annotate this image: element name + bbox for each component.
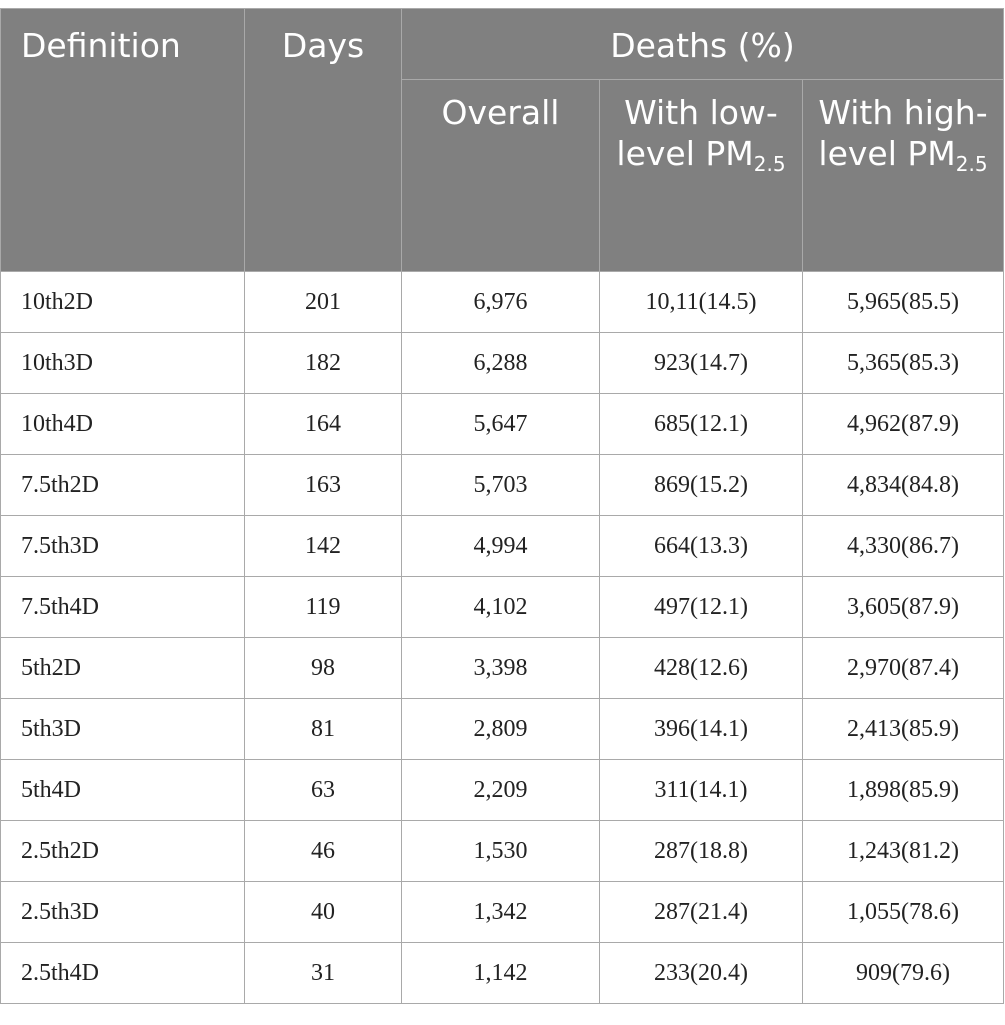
table-row [1, 455, 1004, 516]
header-overall: Overall [402, 80, 600, 272]
cell-days: 163 [245, 455, 402, 516]
cell-definition: 7.5th2D [1, 455, 245, 516]
cell-definition: 5th2D [1, 638, 245, 699]
cell-days: 63 [245, 760, 402, 821]
cell-high-level: 2,413(85.9) [803, 699, 1004, 760]
cell-days: 46 [245, 821, 402, 882]
cell-low-level: 869(15.2) [600, 455, 803, 516]
cell-low-level: 923(14.7) [600, 333, 803, 394]
table-row [1, 943, 1004, 1004]
cell-low-level: 287(18.8) [600, 821, 803, 882]
table-row [1, 577, 1004, 638]
cell-high-level: 3,605(87.9) [803, 577, 1004, 638]
table-row [1, 638, 1004, 699]
table-body [1, 272, 1004, 1004]
header-low-level-sub: 2.5 [753, 152, 786, 177]
cell-overall: 6,288 [402, 333, 600, 394]
cell-days: 40 [245, 882, 402, 943]
header-deaths: Deaths (%) [402, 9, 1004, 80]
cell-definition: 2.5th4D [1, 943, 245, 1004]
header-high-level-text: With high-level PM [818, 93, 988, 174]
cell-high-level: 1,898(85.9) [803, 760, 1004, 821]
cell-low-level: 10,11(14.5) [600, 272, 803, 333]
cell-overall: 5,647 [402, 394, 600, 455]
cell-overall: 1,342 [402, 882, 600, 943]
cell-days: 31 [245, 943, 402, 1004]
cell-days: 81 [245, 699, 402, 760]
table-header [1, 9, 1004, 272]
cell-definition: 2.5th3D [1, 882, 245, 943]
cell-definition: 5th3D [1, 699, 245, 760]
cell-high-level: 2,970(87.4) [803, 638, 1004, 699]
header-low-level-text: With low-level PM [616, 93, 778, 174]
table-row [1, 699, 1004, 760]
table-row [1, 516, 1004, 577]
cell-high-level: 4,962(87.9) [803, 394, 1004, 455]
cell-definition: 5th4D [1, 760, 245, 821]
header-low-level [600, 80, 803, 272]
cell-overall: 3,398 [402, 638, 600, 699]
cell-definition: 2.5th2D [1, 821, 245, 882]
cell-high-level: 1,055(78.6) [803, 882, 1004, 943]
cell-definition: 10th2D [1, 272, 245, 333]
table-row [1, 760, 1004, 821]
cell-days: 201 [245, 272, 402, 333]
header-high-level [803, 80, 1004, 272]
table-row [1, 821, 1004, 882]
cell-high-level: 1,243(81.2) [803, 821, 1004, 882]
cell-overall: 4,994 [402, 516, 600, 577]
table-row [1, 333, 1004, 394]
cell-definition: 10th4D [1, 394, 245, 455]
header-days: Days [245, 9, 402, 272]
cell-high-level: 5,965(85.5) [803, 272, 1004, 333]
cell-low-level: 428(12.6) [600, 638, 803, 699]
cell-days: 142 [245, 516, 402, 577]
cell-high-level: 4,834(84.8) [803, 455, 1004, 516]
cell-overall: 4,102 [402, 577, 600, 638]
cell-low-level: 233(20.4) [600, 943, 803, 1004]
table-row [1, 394, 1004, 455]
cell-overall: 1,530 [402, 821, 600, 882]
cell-low-level: 664(13.3) [600, 516, 803, 577]
table-row [1, 882, 1004, 943]
cell-definition: 7.5th4D [1, 577, 245, 638]
cell-overall: 2,809 [402, 699, 600, 760]
cell-low-level: 287(21.4) [600, 882, 803, 943]
cell-high-level: 5,365(85.3) [803, 333, 1004, 394]
cell-high-level: 4,330(86.7) [803, 516, 1004, 577]
cell-overall: 2,209 [402, 760, 600, 821]
cell-low-level: 396(14.1) [600, 699, 803, 760]
deaths-table [0, 8, 1004, 1004]
table-row [1, 272, 1004, 333]
cell-low-level: 311(14.1) [600, 760, 803, 821]
cell-low-level: 497(12.1) [600, 577, 803, 638]
cell-overall: 5,703 [402, 455, 600, 516]
cell-definition: 7.5th3D [1, 516, 245, 577]
cell-days: 119 [245, 577, 402, 638]
cell-low-level: 685(12.1) [600, 394, 803, 455]
cell-overall: 6,976 [402, 272, 600, 333]
cell-overall: 1,142 [402, 943, 600, 1004]
header-definition: Definition [1, 9, 245, 272]
cell-days: 98 [245, 638, 402, 699]
cell-days: 164 [245, 394, 402, 455]
cell-high-level: 909(79.6) [803, 943, 1004, 1004]
header-high-level-sub: 2.5 [955, 152, 988, 177]
cell-days: 182 [245, 333, 402, 394]
cell-definition: 10th3D [1, 333, 245, 394]
